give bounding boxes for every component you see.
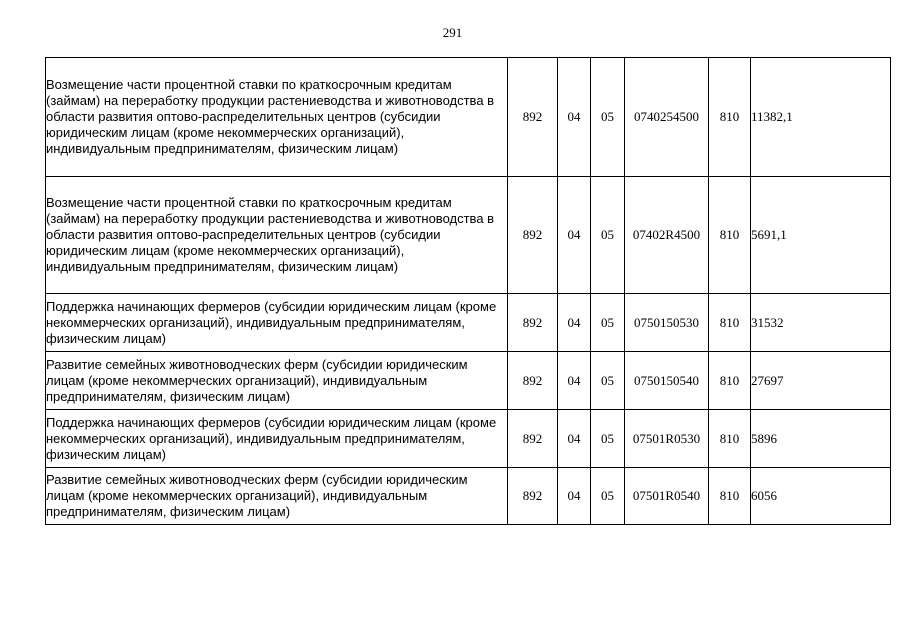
expense-type-code: 810 <box>709 468 751 525</box>
amount-value: 5896 <box>751 410 891 468</box>
row-description: Развитие семейных животноводческих ферм (субсидии юридическим лицам (кроме некоммерческих организаций), индивидуальным предпринимателям, физическим лицам) <box>46 468 508 525</box>
target-article-code: 0750150540 <box>625 352 709 410</box>
subsection-code: 05 <box>591 410 625 468</box>
section-code: 04 <box>558 410 591 468</box>
expense-type-code: 810 <box>709 410 751 468</box>
subsection-code: 05 <box>591 177 625 294</box>
amount-value: 5691,1 <box>751 177 891 294</box>
expense-type-code: 810 <box>709 294 751 352</box>
subsection-code: 05 <box>591 58 625 177</box>
table-row <box>46 352 891 410</box>
amount-value: 6056 <box>751 468 891 525</box>
target-article-code: 0750150530 <box>625 294 709 352</box>
subsection-code: 05 <box>591 468 625 525</box>
budget-table <box>45 57 891 525</box>
subsection-code: 05 <box>591 352 625 410</box>
target-article-code: 07402R4500 <box>625 177 709 294</box>
ministry-code: 892 <box>508 294 558 352</box>
target-article-code: 07501R0530 <box>625 410 709 468</box>
table-row <box>46 294 891 352</box>
amount-value: 31532 <box>751 294 891 352</box>
expense-type-code: 810 <box>709 177 751 294</box>
row-description: Поддержка начинающих фермеров (субсидии юридическим лицам (кроме некоммерческих организаций), индивидуальным предпринимателям, физическим лицам) <box>46 294 508 352</box>
amount-value: 27697 <box>751 352 891 410</box>
section-code: 04 <box>558 177 591 294</box>
ministry-code: 892 <box>508 468 558 525</box>
amount-value: 11382,1 <box>751 58 891 177</box>
section-code: 04 <box>558 468 591 525</box>
table-row <box>46 177 891 294</box>
row-description: Возмещение части процентной ставки по краткосрочным кредитам (займам) на переработку продукции растениеводства и животноводства в области развития оптово-распределительных центров (субсидии юридическим лицам (кроме некоммерческих организаций), индивидуальным предпринимателям, физическим лицам) <box>46 177 508 294</box>
ministry-code: 892 <box>508 177 558 294</box>
row-description: Возмещение части процентной ставки по краткосрочным кредитам (займам) на переработку продукции растениеводства и животноводства в области развития оптово-распределительных центров (субсидии юридическим лицам (кроме некоммерческих организаций), индивидуальным предпринимателям, физическим лицам) <box>46 58 508 177</box>
subsection-code: 05 <box>591 294 625 352</box>
table-row <box>46 58 891 177</box>
target-article-code: 0740254500 <box>625 58 709 177</box>
page-number: 291 <box>442 25 463 40</box>
row-description: Развитие семейных животноводческих ферм (субсидии юридическим лицам (кроме некоммерческих организаций), индивидуальным предпринимателям, физическим лицам) <box>46 352 508 410</box>
table-row <box>46 410 891 468</box>
ministry-code: 892 <box>508 58 558 177</box>
section-code: 04 <box>558 352 591 410</box>
table-row <box>46 468 891 525</box>
expense-type-code: 810 <box>709 58 751 177</box>
section-code: 04 <box>558 294 591 352</box>
target-article-code: 07501R0540 <box>625 468 709 525</box>
row-description: Поддержка начинающих фермеров (субсидии юридическим лицам (кроме некоммерческих организаций), индивидуальным предпринимателям, физическим лицам) <box>46 410 508 468</box>
ministry-code: 892 <box>508 410 558 468</box>
expense-type-code: 810 <box>709 352 751 410</box>
section-code: 04 <box>558 58 591 177</box>
ministry-code: 892 <box>508 352 558 410</box>
